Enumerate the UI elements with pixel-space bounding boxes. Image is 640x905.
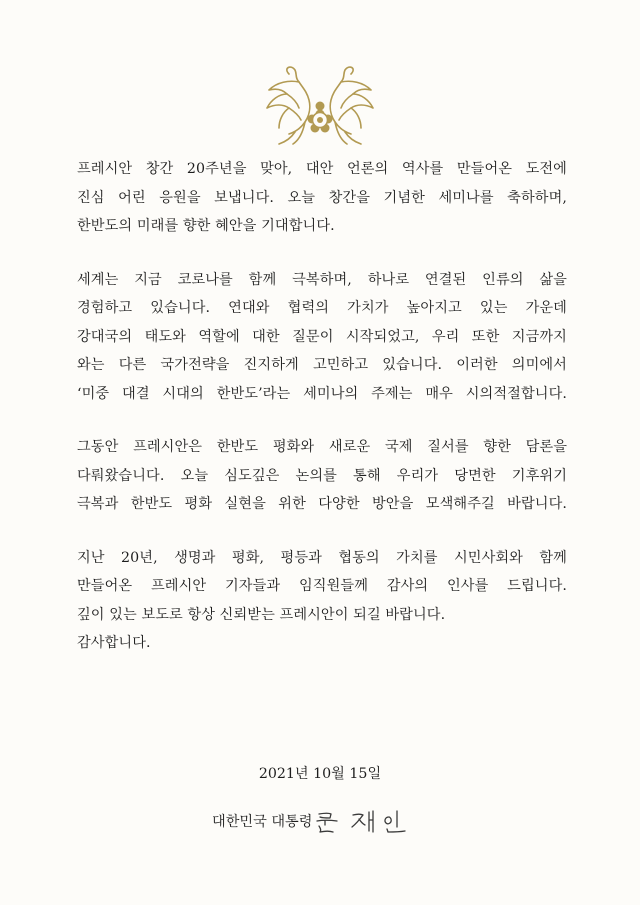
body-line: 와는 다른 국가전략을 진지하게 고민하고 있습니다. 이러한 의미에서 bbox=[77, 357, 567, 373]
body-line: 강대국의 태도와 역할에 대한 질문이 시작되었고, 우리 또한 지금까지 bbox=[77, 328, 567, 345]
body-line: 그동안 프레시안은 한반도 평화와 새로운 국제 질서를 향한 담론을 bbox=[77, 439, 567, 455]
body-line: 한반도의 미래를 향한 혜안을 기대합니다. bbox=[77, 218, 335, 234]
body-line: 극복과 한반도 평화 실현을 위한 다양한 방안을 모색해주길 바랍니다. bbox=[77, 496, 567, 512]
body-line: ‘미중 대결 시대의 한반도’라는 세미나의 주제는 매우 시의적절합니다. bbox=[77, 385, 567, 402]
body-line: 만들어온 프레시안 기자들과 임직원들께 감사의 인사를 드립니다. bbox=[77, 578, 567, 594]
presidential-phoenix-emblem-icon bbox=[259, 62, 381, 146]
body-line: 진심 어린 응원을 보냅니다. 오늘 창간을 기념한 세미나를 축하하며, bbox=[77, 189, 567, 206]
letter-body bbox=[77, 155, 567, 658]
paragraph-1 bbox=[77, 155, 567, 241]
paragraph-4 bbox=[77, 544, 567, 658]
body-line: 프레시안 창간 20주년을 맞아, 대안 언론의 역사를 만들어온 도전에 bbox=[77, 161, 567, 177]
body-line: 지난 20년, 생명과 평화, 평등과 협동의 가치를 시민사회와 함께 bbox=[77, 549, 567, 566]
paragraph-3 bbox=[77, 433, 567, 519]
signature-block bbox=[212, 808, 415, 836]
signatory-title: 대한민국 대통령 bbox=[212, 814, 313, 830]
paragraph-2 bbox=[77, 266, 567, 409]
letter-date: 2021년 10월 15일 bbox=[258, 766, 382, 782]
closing-line: 감사합니다. bbox=[77, 635, 151, 651]
handwritten-signature-icon bbox=[315, 805, 415, 835]
body-line: 세계는 지금 코로나를 함께 극복하며, 하나로 연결된 인류의 삶을 bbox=[77, 271, 567, 288]
body-line: 경험하고 있습니다. 연대와 협력의 가치가 높아지고 있는 가운데 bbox=[77, 300, 567, 316]
body-line: 다뤄왔습니다. 오늘 심도깊은 논의를 통해 우리가 당면한 기후위기 bbox=[77, 467, 567, 484]
body-line: 깊이 있는 보도로 항상 신뢰받는 프레시안이 되길 바랍니다. bbox=[77, 606, 446, 623]
